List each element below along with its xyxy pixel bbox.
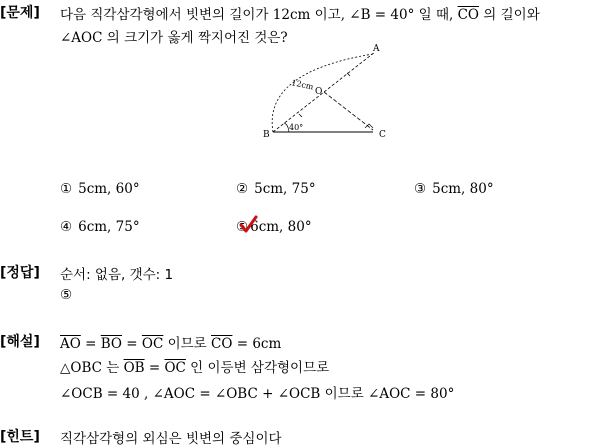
problem-text-1: 다음 직각삼각형에서 빗변의 길이가 12cm 이고, ∠B = 40° 일 때,	[60, 7, 458, 23]
segment-ob: $\overline{OB}$	[123, 360, 145, 376]
problem-line-1	[60, 3, 540, 23]
choice-1-text: 5cm, 60°	[78, 181, 140, 197]
problem-line-2: ∠AOC 의 크기가 옳게 짝지어진 것은?	[60, 30, 288, 46]
explanation-mid: 이므로	[163, 336, 212, 352]
explanation-end: = 6cm	[232, 336, 282, 352]
choice-1[interactable]	[60, 181, 140, 197]
equals-1: =	[80, 336, 101, 352]
segment-oc-text-2: $\overline{OC}$	[164, 360, 186, 376]
center-o-label: O	[315, 87, 323, 97]
segment-oc-text: $\overline{OC}$	[141, 336, 164, 352]
length-label: 12cm	[290, 78, 315, 92]
explanation-line-1	[60, 332, 281, 352]
tick-mark-1	[299, 114, 302, 117]
tick-mark-2	[347, 73, 350, 76]
segment-bo: $\overline{BO}$	[100, 336, 122, 352]
segment-ao: $\overline{AO}$	[60, 336, 81, 352]
choice-2[interactable]	[236, 181, 316, 197]
explanation-2-text-2: 인 이등변 삼각형이므로	[185, 360, 330, 376]
choice-4-text: 6cm, 75°	[78, 219, 140, 235]
explanation-line-3: ∠OCB = 40 , ∠AOC = ∠OBC + ∠OCB 이므로 ∠AOC = 80°	[60, 386, 455, 402]
equals-2: =	[121, 336, 142, 352]
choice-5-text: 6cm, 80°	[250, 219, 312, 235]
vertex-c-label: C	[379, 130, 386, 140]
equals-3: =	[144, 360, 165, 376]
choice-1-number: ①	[60, 181, 73, 197]
choice-4-number: ④	[60, 219, 73, 235]
choice-2-number: ②	[236, 181, 249, 197]
problem-label: [문제]	[0, 5, 40, 21]
choice-3-number: ③	[414, 181, 427, 197]
segment-oc	[324, 92, 373, 130]
choice-3-text: 5cm, 80°	[432, 181, 494, 197]
segment-co: $\overline{CO}$	[457, 7, 479, 23]
check-mark-icon	[238, 215, 258, 235]
answer-line-1: 순서: 없음, 갯수: 1	[60, 267, 174, 283]
problem-text-2: 의 길이와	[478, 7, 540, 23]
hint-line-1: 직각삼각형의 외심은 빗변의 중심이다	[60, 431, 282, 447]
explanation-line-2	[60, 356, 329, 376]
answer-line-2: ⑤	[60, 287, 73, 303]
hint-label: [힌트]	[0, 429, 40, 445]
choice-4[interactable]	[60, 219, 140, 235]
triangle-figure	[255, 42, 395, 142]
vertex-b-label: B	[263, 130, 270, 140]
choice-2-text: 5cm, 75°	[254, 181, 316, 197]
choice-5-number: ⑤	[236, 219, 249, 235]
angle-label: 40°	[289, 123, 304, 132]
choice-5[interactable]	[236, 219, 312, 235]
segment-co-text: $\overline{CO}$	[211, 336, 233, 352]
answer-label: [정답]	[0, 265, 40, 281]
vertex-a-label: A	[373, 44, 380, 54]
explanation-label: [해설]	[0, 334, 40, 350]
choice-3[interactable]	[414, 181, 494, 197]
explanation-2-text-1: △OBC 는	[60, 360, 124, 376]
